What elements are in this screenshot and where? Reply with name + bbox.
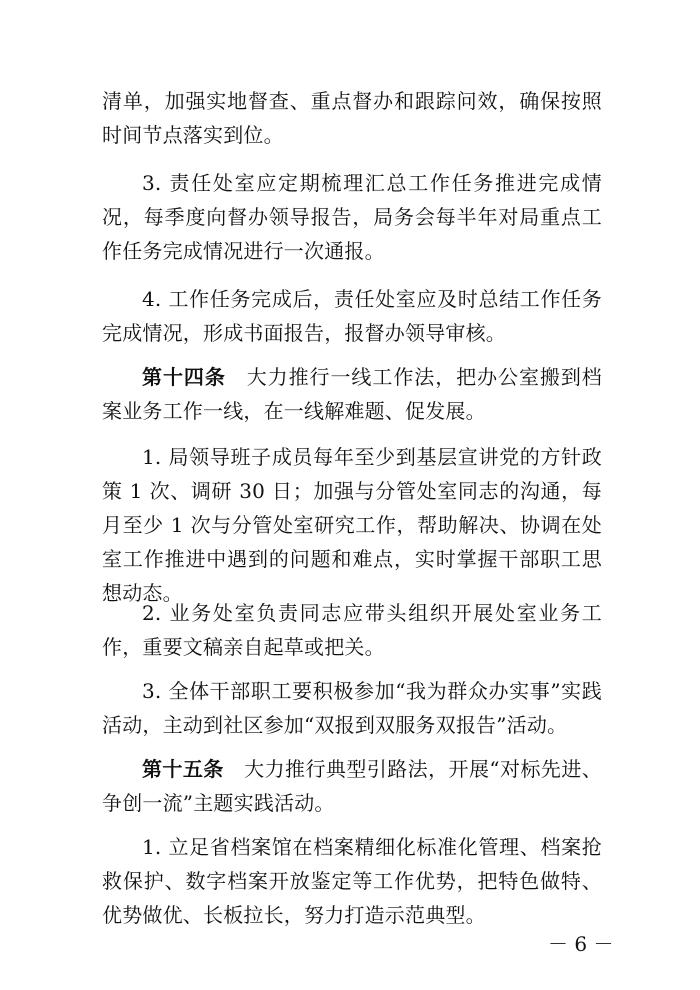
paragraph-text: 4. 工作任务完成后，责任处室应及时总结工作任务完成情况，形成书面报告，报督办领导审核。 (102, 287, 602, 345)
paragraph-text: 1. 立足省档案馆在档案精细化标准化管理、档案抢救保护、数字档案开放鉴定等工作优势，把特色做特、优势做优、长板拉长，努力打造示范典型。 (102, 835, 602, 927)
paragraph-text: 3. 责任处室应定期梳理汇总工作任务推进完成情况，每季度向督办领导报告，局务会每半年对局重点工作任务完成情况进行一次通报。 (102, 171, 602, 263)
paragraph-text: 1. 局领导班子成员每年至少到基层宣讲党的方针政策 1 次、调研 30 日；加强与分管处室同志的沟通，每月至少 1 次与分管处室研究工作，帮助解决、协调在处室工作推进中遇到的问题和难点，实时掌握干部职工思想动态。 (102, 445, 602, 605)
paragraph-text: 大力推行一线工作法，把办公室搬到档案业务工作一线，在一线解难题、促发展。 (102, 365, 602, 423)
article-14 (102, 360, 602, 428)
paragraph-item-1 (102, 440, 602, 610)
paragraph-text: 3. 全体干部职工要积极参加“我为群众办实事”实践活动，主动到社区参加“双报到双服务双报告”活动。 (102, 679, 602, 737)
paragraph-text: 2. 业务处室负责同志应带头组织开展处室业务工作，重要文稿亲自起草或把关。 (102, 601, 602, 659)
article-heading: 第十四条 (142, 365, 226, 389)
paragraph-item-3 (102, 166, 602, 268)
paragraph-item-3b (102, 674, 602, 742)
paragraph-item-4 (102, 282, 602, 350)
paragraph-continuation (102, 84, 602, 152)
article-15 (102, 752, 602, 820)
paragraph-text: 清单，加强实地督查、重点督办和跟踪问效，确保按照时间节点落实到位。 (102, 89, 602, 147)
paragraph-item-2 (102, 596, 602, 664)
page-number: － 6 － (548, 932, 614, 956)
article-heading: 第十五条 (142, 757, 224, 781)
paragraph-text: 大力推行典型引路法，开展“对标先进、争创一流”主题实践活动。 (102, 757, 602, 815)
paragraph-item-1b (102, 830, 602, 932)
